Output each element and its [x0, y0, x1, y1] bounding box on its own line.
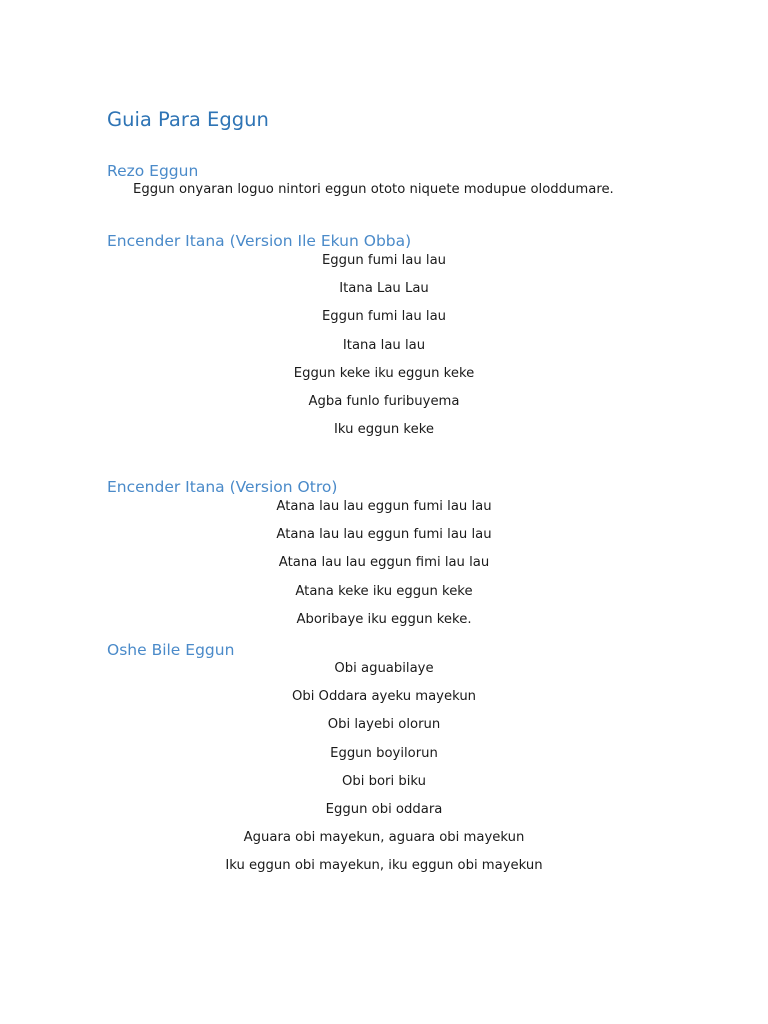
section-heading-encender-itana-ile-ekun-obba: Encender Itana (Version Ile Ekun Obba) — [107, 232, 412, 250]
verse-line: Iku eggun keke — [334, 422, 434, 438]
verse-list-otro — [0, 498, 768, 639]
verse-line: Eggun obi oddara — [325, 801, 443, 817]
verse-line: Itana lau lau — [342, 337, 426, 353]
verse-line: Obi layebi olorun — [327, 717, 441, 733]
verse-line: Eggun fumi lau lau — [321, 253, 447, 268]
section-heading-oshe-bile-eggun: Oshe Bile Eggun — [107, 641, 235, 659]
verse-line: Agba funlo furibuyema — [308, 393, 460, 409]
verse-line: Atana lau lau eggun fumi lau lau — [276, 527, 492, 543]
verse-line: Aboribaye iku eggun keke. — [296, 611, 472, 627]
verse-list-oshe-bile-eggun — [0, 660, 768, 886]
verse-line: Eggun fumi lau lau — [321, 309, 447, 325]
verse-line: Eggun keke iku eggun keke — [293, 365, 475, 381]
document-title: Guia Para Eggun — [107, 108, 269, 131]
section-heading-encender-itana-otro: Encender Itana (Version Otro) — [107, 478, 338, 496]
section-heading-rezo-eggun: Rezo Eggun — [107, 162, 199, 180]
verse-line: Iku eggun obi mayekun, iku eggun obi mayekun — [225, 858, 543, 874]
verse-line: Aguara obi mayekun, aguara obi mayekun — [243, 830, 525, 846]
rezo-eggun-text: Eggun onyaran loguo nintori eggun ototo niquete modupue oloddumare. — [133, 182, 614, 197]
verse-line: Eggun boyilorun — [330, 745, 438, 761]
verse-line: Obi bori biku — [342, 773, 426, 789]
verse-list-ile-ekun-obba — [0, 252, 768, 449]
verse-line: Atana lau lau eggun fimi lau lau — [278, 555, 490, 571]
verse-line: Atana lau lau eggun fumi lau lau — [276, 499, 492, 514]
verse-line: Itana Lau Lau — [339, 281, 429, 297]
verse-line: Obi aguabilaye — [334, 661, 434, 676]
verse-line: Atana keke iku eggun keke — [295, 583, 473, 599]
verse-line: Obi Oddara ayeku mayekun — [291, 689, 477, 705]
